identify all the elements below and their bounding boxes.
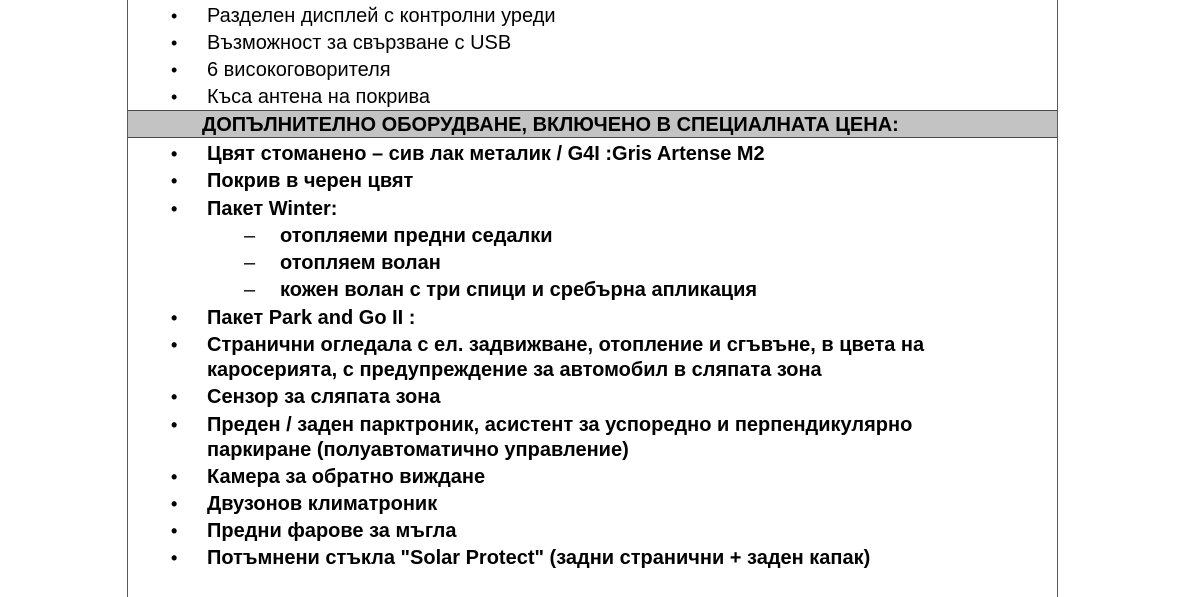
special-equipment-heading: ДОПЪЛНИТЕЛНО ОБОРУДВАНЕ, ВКЛЮЧЕНО В СПЕЦИАЛНАТА ЦЕНА: [202,114,899,136]
dash-icon: – [244,279,256,301]
bullet-icon: • [171,548,178,568]
special-equipment-heading-row [128,110,1057,138]
list-item-text: Покрив в черен цвят [207,170,414,192]
list-item-text: Къса антена на покрива [207,86,431,108]
list-item-text: Пакет Park and Go II : [207,307,416,329]
bullet-icon: • [171,33,178,53]
list-item-text: Камера за обратно виждане [207,466,486,488]
list-item-text: 6 високоговорителя [207,59,391,81]
list-item-text: Разделен дисплей с контролни уреди [207,5,556,27]
document-page [127,0,1058,597]
list-item-text: Преден / заден парктроник, асистент за успоредно и перпендикулярно [207,414,913,436]
list-item-text: Странични огледала с ел. задвижване, отопление и сгъвъне, в цвета на [207,334,925,356]
dash-icon: – [244,225,256,247]
bullet-icon: • [171,335,178,355]
bullet-icon: • [171,199,178,219]
bullet-icon: • [171,144,178,164]
list-item-text: Цвят стоманено – сив лак металик / G4I :Gris Artense M2 [207,143,765,165]
bullet-icon: • [171,60,178,80]
bullet-icon: • [171,171,178,191]
sub-list-item-text: отопляем волан [280,252,441,274]
bullet-icon: • [171,308,178,328]
bullet-icon: • [171,6,178,26]
bullet-icon: • [171,521,178,541]
list-item-text: Сензор за сляпата зона [207,386,441,408]
list-item-text: Предни фарове за мъгла [207,520,457,542]
bullet-icon: • [171,387,178,407]
bullet-icon: • [171,87,178,107]
list-item-text: Двузонов климатроник [207,493,438,515]
list-item-text: Пакет Winter: [207,198,338,220]
bullet-icon: • [171,467,178,487]
list-item-text: Възможност за свързване с USB [207,32,512,54]
dash-icon: – [244,252,256,274]
bullet-icon: • [171,494,178,514]
sub-list-item-text: отопляеми предни седалки [280,225,553,247]
list-item-text: каросерията, с предупреждение за автомобил в сляпата зона [207,359,822,381]
list-item-text: Потъмнени стъкла "Solar Protect" (задни странични + заден капак) [207,547,871,569]
bullet-icon: • [171,415,178,435]
sub-list-item-text: кожен волан с три спици и сребърна апликация [280,279,758,301]
list-item-text: паркиране (полуавтоматично управление) [207,439,629,461]
